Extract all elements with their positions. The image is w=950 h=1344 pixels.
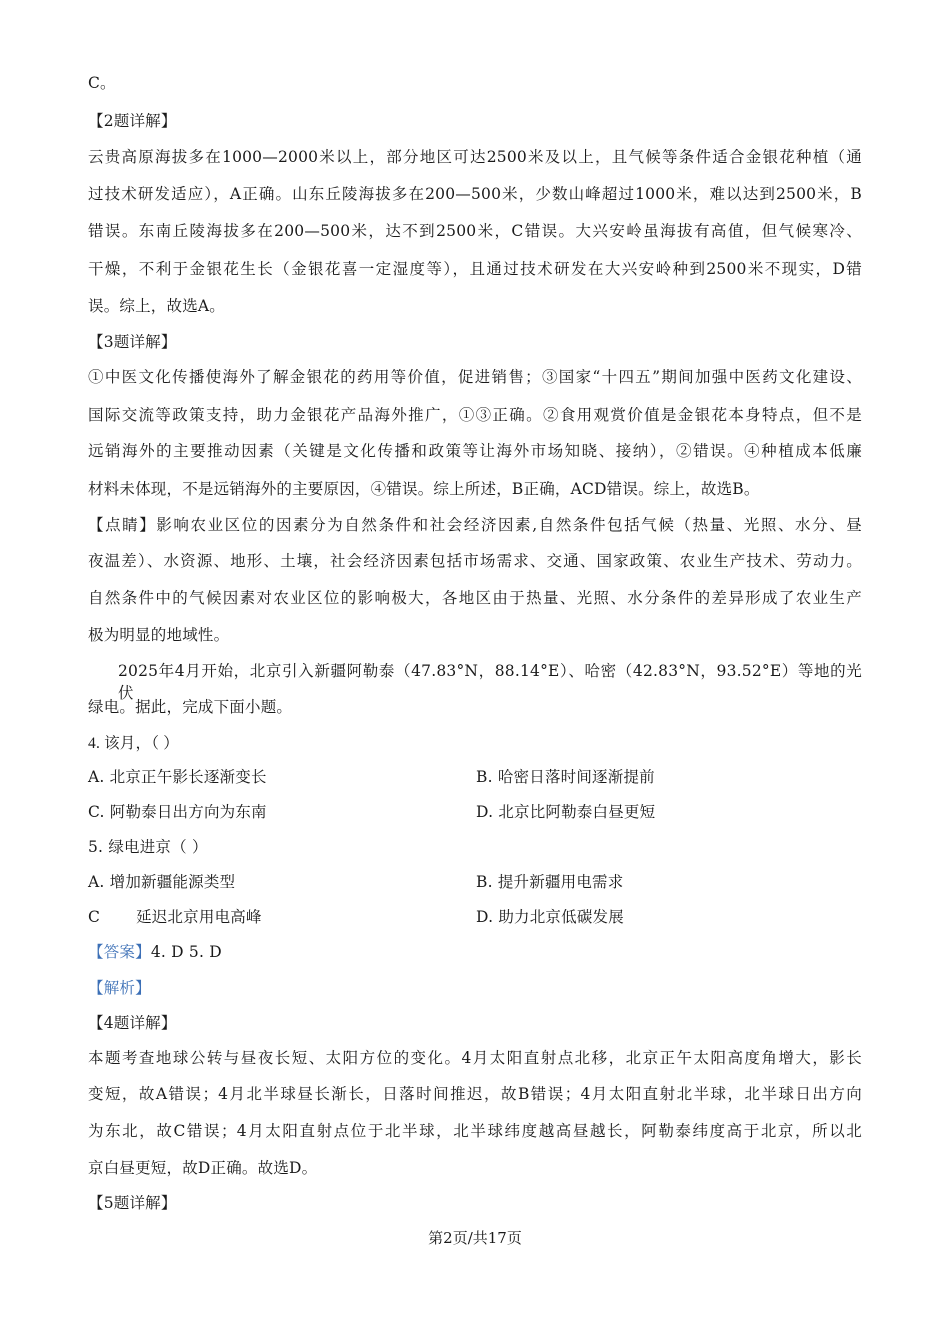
question-4-option-c: C. 阿勒泰日出方向为东南 bbox=[88, 803, 267, 821]
analysis-label: 【解析】 bbox=[88, 979, 151, 997]
question-4-option-d: D. 北京比阿勒泰白昼更短 bbox=[476, 803, 656, 821]
section-heading-q5: 【5题详解】 bbox=[88, 1194, 177, 1212]
paragraph-line: 云贵高原海拔多在1000—2000米以上，部分地区可达2500米及以上，且气候等条件适合金银花种植（通 bbox=[88, 148, 862, 166]
paragraph-line: 误。综上，故选A。 bbox=[88, 297, 225, 315]
question-5-stem: 5. 绿电进京（ ） bbox=[88, 838, 208, 856]
paragraph-line: 过技术研发适应），A正确。山东丘陵海拔多在200—500米，少数山峰超过1000米，难以达到2500米，B bbox=[88, 185, 862, 203]
section-heading-q4: 【4题详解】 bbox=[88, 1014, 177, 1032]
answer-text: 4. D 5. D bbox=[150, 943, 222, 961]
section-heading-q3: 【3题详解】 bbox=[88, 333, 177, 351]
paragraph-line: ①中医文化传播使海外了解金银花的药用等价值，促进销售；③国家“十四五”期间加强中医药文化建设、 bbox=[88, 368, 862, 386]
question-4-stem: 4. 该月，（ ） bbox=[88, 735, 179, 752]
paragraph-line: 远销海外的主要推动因素（关键是文化传播和政策等让海外市场知晓、接纳），②错误。④种植成本低廉 bbox=[88, 442, 862, 460]
page-footer: 第2页/共17页 bbox=[428, 1229, 522, 1247]
tip-paragraph-line: 【点睛】影响农业区位的因素分为自然条件和社会经济因素,自然条件包括气候（热量、光照、水分、昼 bbox=[88, 516, 862, 534]
question-5-option-d: D. 助力北京低碳发展 bbox=[476, 908, 624, 926]
option-letter: C bbox=[88, 908, 101, 926]
paragraph-line: 本题考查地球公转与昼夜长短、太阳方位的变化。4月太阳直射点北移，北京正午太阳高度角增大，影长 bbox=[88, 1049, 862, 1067]
answer-label: 【答案】 bbox=[88, 943, 151, 961]
question-4-option-b: B. 哈密日落时间逐渐提前 bbox=[476, 768, 655, 786]
question-4-option-a: A. 北京正午影长逐渐变长 bbox=[88, 768, 267, 786]
answer-fragment: C。 bbox=[88, 74, 116, 92]
paragraph-line: 国际交流等政策支持，助力金银花产品海外推广，①③正确。②食用观赏价值是金银花本身特点，但不是 bbox=[88, 406, 862, 424]
tip-paragraph-line: 自然条件中的气候因素对农业区位的影响极大，各地区由于热量、光照、水分条件的差异形成了农业生产 bbox=[88, 589, 862, 607]
paragraph-line: 干燥，不利于金银花生长（金银花喜一定湿度等），且通过技术研发在大兴安岭种到2500米不现实，D错 bbox=[88, 260, 862, 278]
section-heading-q2: 【2题详解】 bbox=[88, 112, 177, 130]
answer-line bbox=[88, 941, 222, 963]
tip-paragraph-line: 夜温差）、水资源、地形、土壤，社会经济因素包括市场需求、交通、国家政策、农业生产技术、劳动力。 bbox=[88, 552, 862, 570]
paragraph-line: 变短，故A错误；4月北半球昼长渐长，日落时间推迟，故B错误；4月太阳直射北半球，北半球日出方向 bbox=[88, 1085, 862, 1103]
tip-paragraph-line: 极为明显的地域性。 bbox=[88, 626, 230, 644]
option-text: 延迟北京用电高峰 bbox=[136, 908, 262, 926]
paragraph-line: 为东北，故C错误；4月太阳直射点位于北半球，北半球纬度越高昼越长，阿勒泰纬度高于北京，所以北 bbox=[88, 1122, 862, 1140]
paragraph-line: 材料未体现，不是远销海外的主要原因，④错误。综上所述，B正确，ACD错误。综上，故选B。 bbox=[88, 480, 760, 498]
question-5-option-b: B. 提升新疆用电需求 bbox=[476, 873, 624, 891]
question-5-option-a: A. 增加新疆能源类型 bbox=[88, 873, 236, 891]
material-intro-line: 绿电。据此，完成下面小题。 bbox=[88, 698, 293, 716]
question-5-option-c bbox=[88, 906, 262, 928]
paragraph-line: 京白昼更短，故D正确。故选D。 bbox=[88, 1159, 318, 1177]
paragraph-line: 错误。东南丘陵海拔多在200—500米，达不到2500米，C错误。大兴安岭虽海拔有高值，但气候寒冷、 bbox=[88, 222, 862, 240]
material-intro-line: 2025年4月开始，北京引入新疆阿勒泰（47.83°N，88.14°E）、哈密（42.83°N，93.52°E）等地的光伏 bbox=[118, 662, 862, 702]
